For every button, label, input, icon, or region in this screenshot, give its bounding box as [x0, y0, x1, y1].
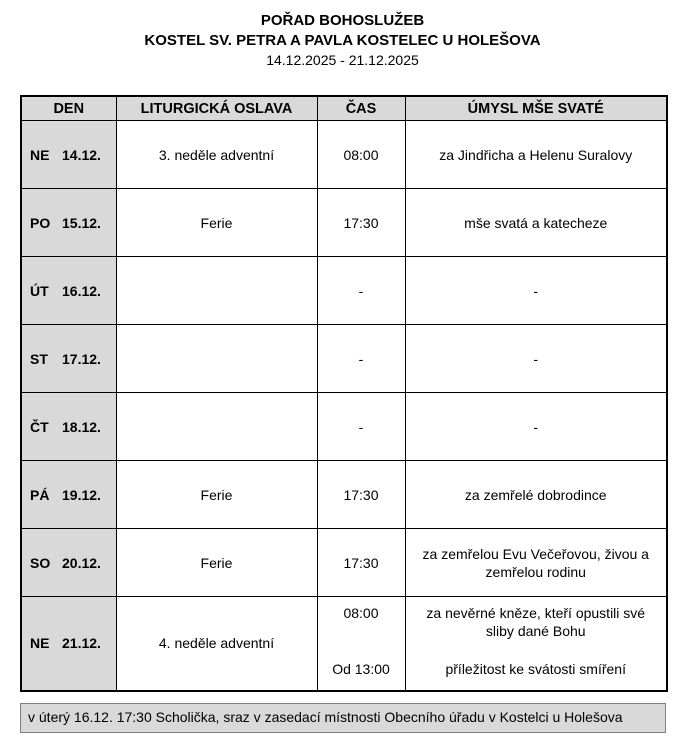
- intention-morning: za nevěrné kněze, kteří opustili své sliby dané Bohu: [426, 605, 646, 640]
- intention-cell: [405, 597, 667, 691]
- table-header-row: [21, 96, 667, 121]
- day-cell: [21, 597, 116, 691]
- day-cell: [21, 121, 116, 189]
- table-row: [21, 461, 667, 529]
- celebration-cell: Ferie: [116, 529, 317, 597]
- intention-cell: za zemřelou Evu Večeřovou, živou a zemřelou rodinu: [405, 529, 667, 597]
- day-date: 18.12.: [62, 418, 101, 435]
- day-date: 15.12.: [62, 214, 101, 231]
- celebration-cell: [116, 257, 317, 325]
- intention-cell: -: [405, 325, 667, 393]
- day-date: 19.12.: [62, 486, 101, 503]
- time-cell: -: [317, 393, 405, 461]
- table-row: [21, 393, 667, 461]
- day-date: 17.12.: [62, 350, 101, 367]
- celebration-cell: Ferie: [116, 461, 317, 529]
- table-row: [21, 121, 667, 189]
- table-row: [21, 597, 667, 691]
- day-date: 16.12.: [62, 282, 101, 299]
- table-row: [21, 189, 667, 257]
- day-abbr: NE: [30, 146, 50, 163]
- time-cell: -: [317, 257, 405, 325]
- column-header-time: ČAS: [317, 96, 405, 121]
- page-title: POŘAD BOHOSLUŽEB: [260, 12, 425, 29]
- day-date: 20.12.: [62, 554, 101, 571]
- day-abbr: ST: [30, 350, 48, 367]
- intention-cell: za Jindřicha a Helenu Suralovy: [405, 121, 667, 189]
- time-cell: 08:00: [317, 121, 405, 189]
- celebration-cell: 3. neděle adventní: [116, 121, 317, 189]
- celebration-cell: [116, 325, 317, 393]
- intention-afternoon: příležitost ke svátosti smíření: [445, 661, 626, 678]
- time-cell: [317, 597, 405, 691]
- intention-cell: mše svatá a katecheze: [405, 189, 667, 257]
- column-header-celebration: LITURGICKÁ OSLAVA: [116, 96, 317, 121]
- time-morning: 08:00: [343, 605, 379, 622]
- intention-cell: -: [405, 393, 667, 461]
- time-afternoon: Od 13:00: [332, 661, 390, 678]
- intention-stack: [411, 600, 662, 686]
- day-abbr: PO: [30, 214, 51, 231]
- intention-cell: -: [405, 257, 667, 325]
- page-header: [0, 0, 685, 70]
- celebration-cell: 4. neděle adventní: [116, 597, 317, 691]
- table-row: [21, 257, 667, 325]
- footer-note: v úterý 16.12. 17:30 Scholička, sraz v zasedací místnosti Obecního úřadu v Kostelci u Holešova: [20, 703, 666, 733]
- day-cell: [21, 257, 116, 325]
- day-abbr: ÚT: [30, 282, 49, 299]
- day-cell: [21, 529, 116, 597]
- time-stack: [323, 600, 400, 686]
- day-abbr: PÁ: [30, 486, 50, 503]
- date-range: 14.12.2025 - 21.12.2025: [266, 52, 419, 68]
- table-row: [21, 325, 667, 393]
- day-date: 21.12.: [62, 635, 101, 652]
- time-cell: 17:30: [317, 461, 405, 529]
- table-row: [21, 529, 667, 597]
- day-cell: [21, 393, 116, 461]
- day-cell: [21, 325, 116, 393]
- day-date: 14.12.: [62, 146, 101, 163]
- celebration-cell: Ferie: [116, 189, 317, 257]
- column-header-intention: ÚMYSL MŠE SVATÉ: [405, 96, 667, 121]
- celebration-cell: [116, 393, 317, 461]
- intention-cell: za zemřelé dobrodince: [405, 461, 667, 529]
- schedule-table: [20, 95, 668, 692]
- day-abbr: ČT: [30, 418, 49, 435]
- day-abbr: NE: [30, 635, 50, 652]
- time-cell: -: [317, 325, 405, 393]
- day-cell: [21, 189, 116, 257]
- time-cell: 17:30: [317, 529, 405, 597]
- day-cell: [21, 461, 116, 529]
- column-header-day: DEN: [21, 96, 116, 121]
- time-cell: 17:30: [317, 189, 405, 257]
- page-subtitle: KOSTEL SV. PETRA A PAVLA KOSTELEC U HOLEŠOVA: [144, 32, 541, 49]
- day-abbr: SO: [30, 554, 51, 571]
